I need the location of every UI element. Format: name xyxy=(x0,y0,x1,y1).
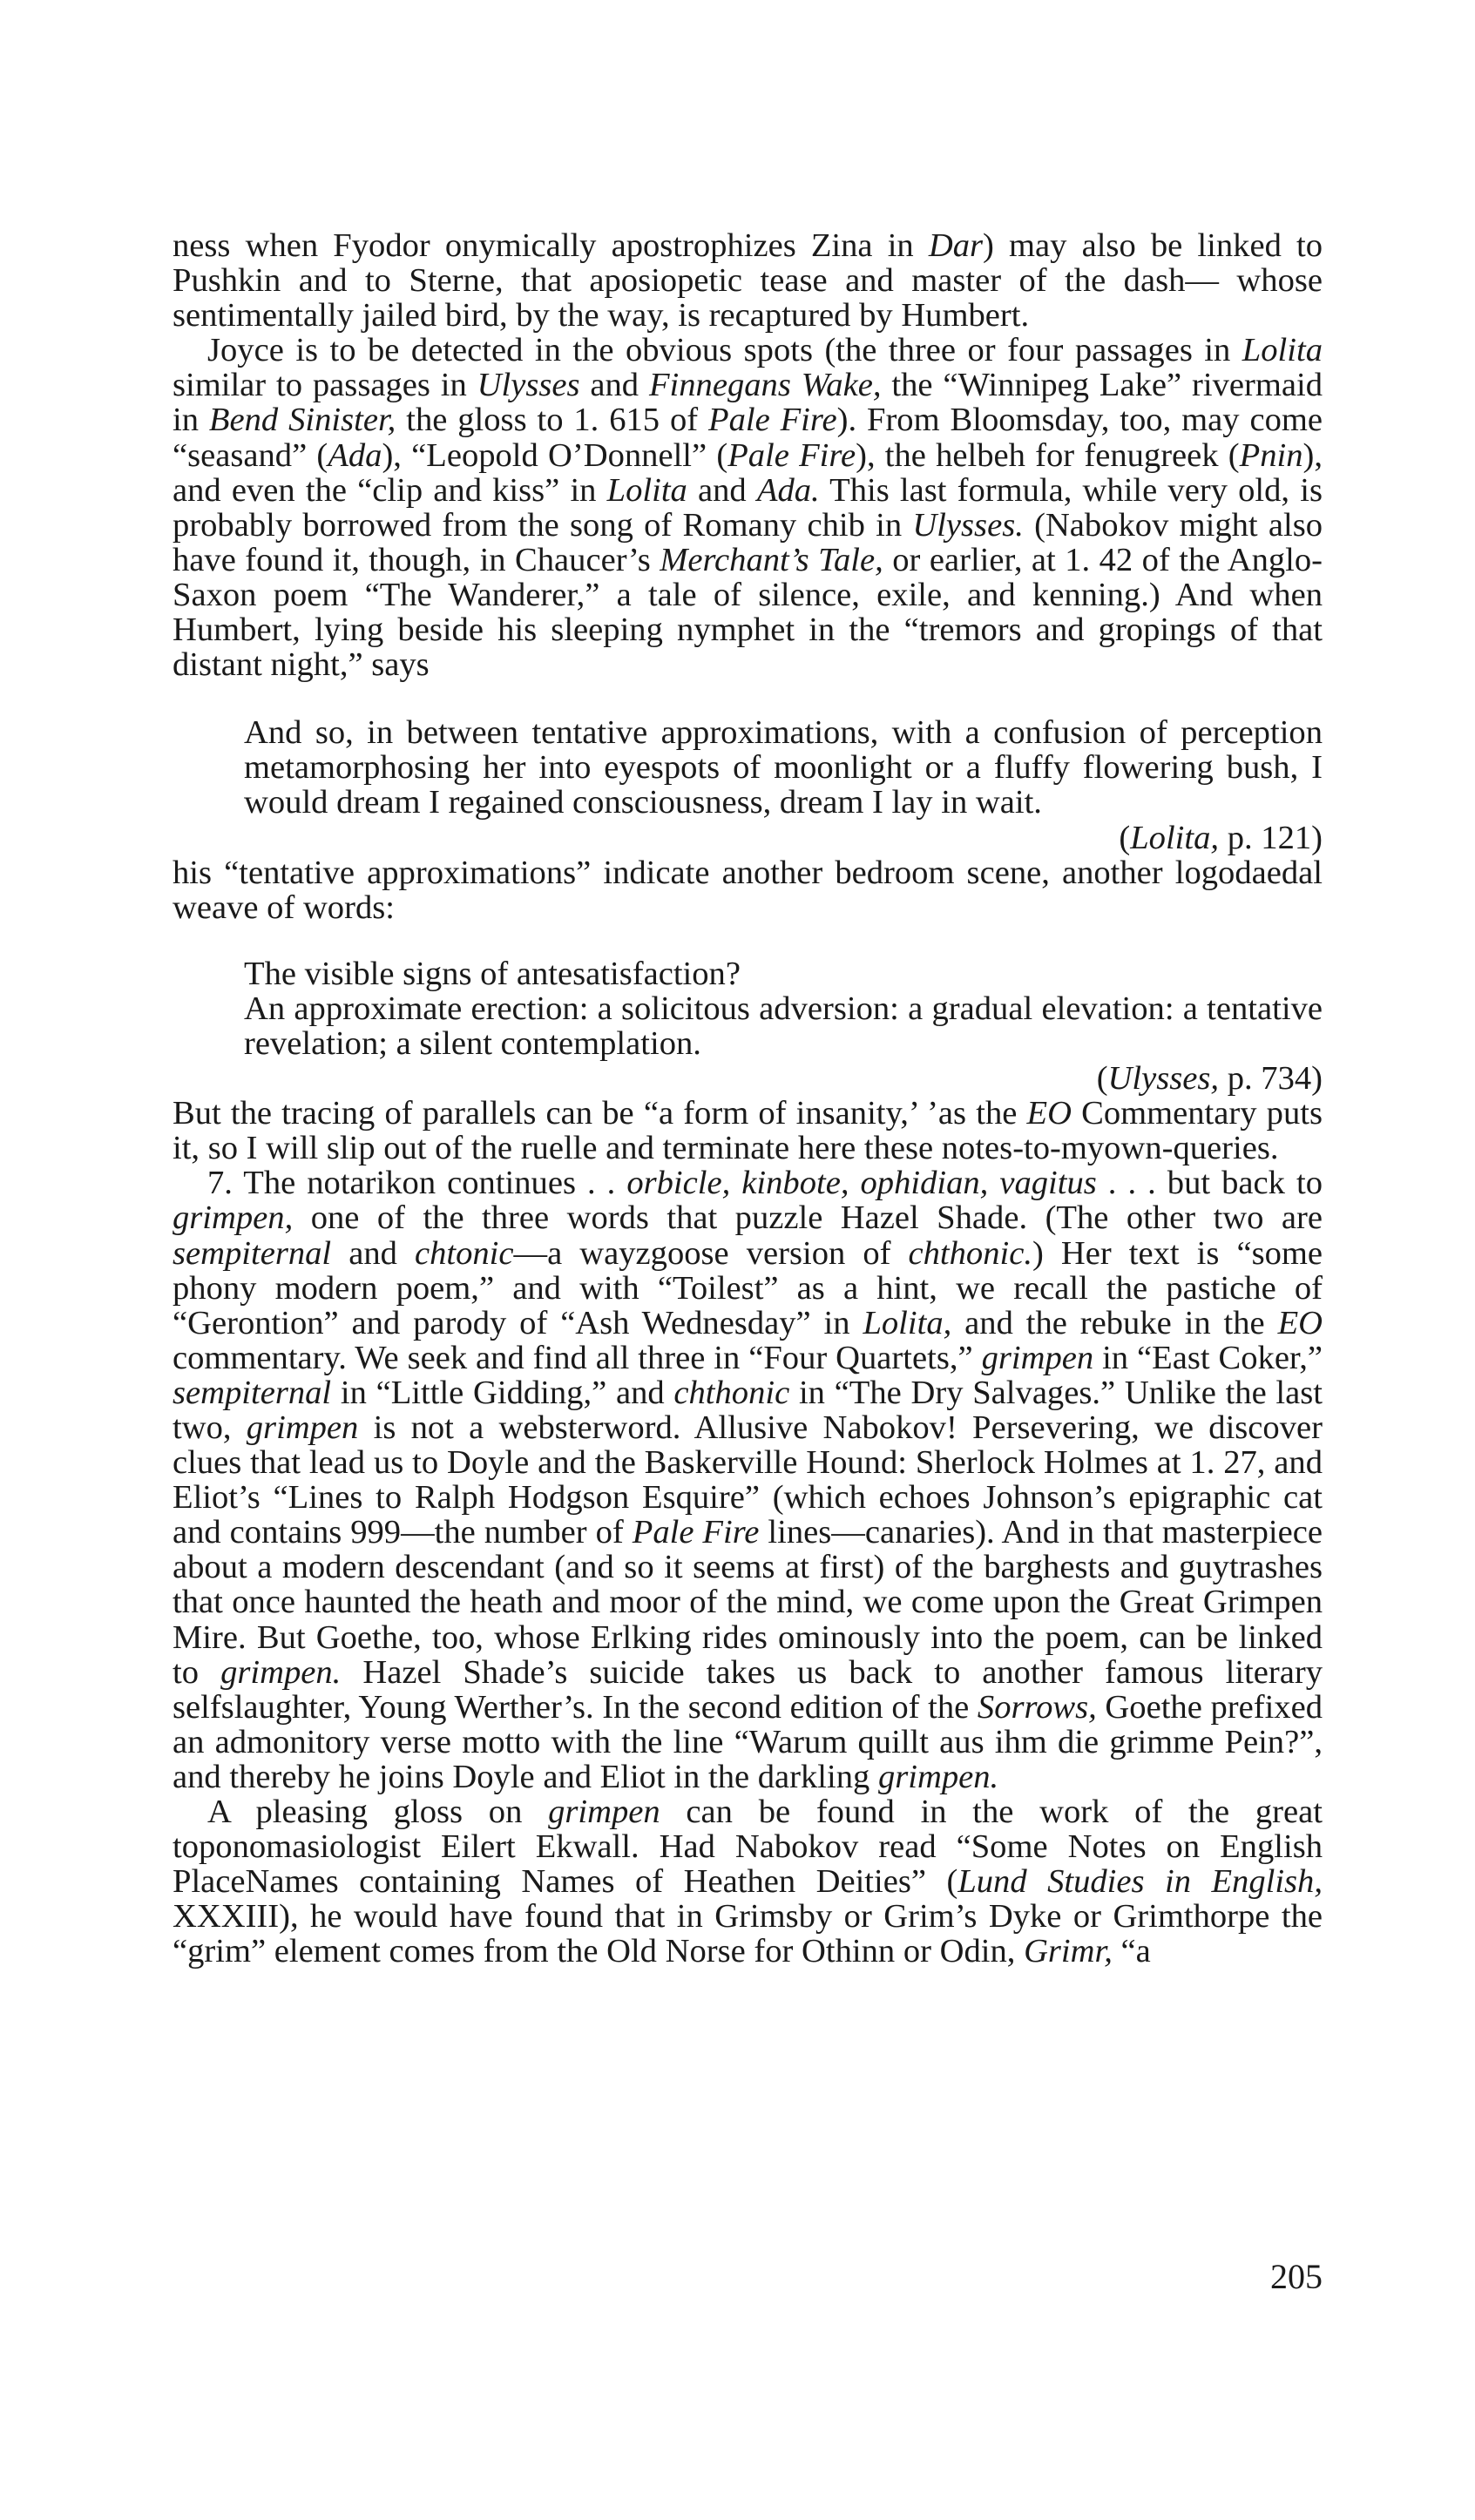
italic-run: Lolita, xyxy=(1130,819,1220,856)
quote-line: The visible signs of antesatisfaction? xyxy=(244,955,741,992)
italic-run: sempiternal xyxy=(173,1374,332,1411)
paragraph-joyce: Joyce is to be detected in the obvious spots (the three or four passages in Lolita similar to passages in Ulysses and Finnegans Wake, the “Winnipeg Lake” rivermaid in Bend Sinister, the gloss to 1. 615 of Pale Fire). From Bloomsday, too, may come “seasand” (Ada), “Leopold O’Donnell” (Pale Fire), the helbeh for fenugreek (Pnin), and even the “clip and kiss” in Lolita and Ada. This last formula, while very old, is probably borrowed from the song of Romany chib in Ulysses. (Nabokov might also have found it, though, in Chaucer’s Merchant’s Tale, or earlier, at 1. 42 of the Anglo-Saxon poem “The Wanderer,” a tale of silence, exile, and kenning.) And when Humbert, lying beside his sleeping nymphet in the “tremors and gropings of that distant night,” says xyxy=(173,332,1323,684)
italic-run: Ulysses, xyxy=(1107,1060,1220,1098)
italic-run: Ulysses. xyxy=(912,506,1024,544)
italic-run: chtonic xyxy=(414,1234,514,1272)
italic-run: Dar xyxy=(928,227,984,264)
paragraph-approximations: his “tentative approximations” indicate another bedroom scene, another logodaedal weave of words: xyxy=(173,854,1323,926)
italic-run: Lund Studies in English, xyxy=(957,1863,1323,1901)
italic-run: Pnin xyxy=(1239,436,1303,474)
italic-run: Pale Fire xyxy=(632,1514,760,1551)
italic-run: EO xyxy=(1026,1095,1072,1132)
italic-run: Merchant’s Tale, xyxy=(660,541,883,578)
block-quote-lolita xyxy=(244,715,1323,855)
italic-run: grimpen. xyxy=(220,1653,342,1691)
block-quote-ulysses xyxy=(244,956,1323,1096)
italic-run: Bend Sinister, xyxy=(208,402,396,439)
quote-citation: (Ulysses, p. 734) xyxy=(1096,1060,1323,1098)
italic-run: Lolita xyxy=(1242,332,1323,369)
italic-run: sempiternal xyxy=(173,1234,332,1272)
italic-run: grimpen xyxy=(548,1794,660,1831)
italic-run: orbicle, kinbote, ophidian, vagitus xyxy=(626,1165,1097,1202)
italic-run: grimpen xyxy=(246,1409,359,1446)
paragraph-continuation: ness when Fyodor onymically apostrophizes Zina in Dar) may also be linked to Pushkin and to Sterne, that aposiopetic tease and master of the dash— whose sentimentally jailed bird, by the way, is recaptured by Humbert. xyxy=(173,227,1323,334)
italic-run: Ada xyxy=(328,436,382,474)
italic-run: grimpen. xyxy=(877,1758,999,1795)
italic-run: EO xyxy=(1277,1304,1323,1341)
page-number: 205 xyxy=(1270,2257,1323,2296)
italic-run: Pale Fire xyxy=(727,436,856,474)
italic-run: chthonic. xyxy=(908,1234,1032,1272)
italic-run: Lolita xyxy=(606,471,687,509)
italic-run: Ada. xyxy=(756,471,820,509)
italic-run: Pale Fire xyxy=(708,402,837,439)
page-body xyxy=(173,228,1323,1969)
italic-run: Lolita, xyxy=(863,1304,952,1341)
quote-line: An approximate erection: a solicitous adversion: a gradual elevation: a tentative revelation; a silent contemplation. xyxy=(244,990,1323,1062)
quote-citation: (Lolita, p. 121) xyxy=(1119,819,1323,856)
italic-run: grimpen xyxy=(981,1339,1094,1376)
paragraph-notarikon: 7. The notarikon continues . . orbicle, kinbote, ophidian, vagitus . . . but back to grimpen, one of the three words that puzzle Hazel Shade. (The other two are sempiternal and chtonic—a wayzgoose version of chthonic.) Her text is “some phony modern poem,” and with “Toilest” as a hint, we recall the pastiche of “Gerontion” and parody of “Ash Wednesday” in Lolita, and the rebuke in the EO commentary. We seek and find all three in “Four Quartets,” grimpen in “East Coker,” sempiternal in “Little Gidding,” and chthonic in “The Dry Salvages.” Unlike the last two, grimpen is not a websterword. Allusive Nabokov! Persevering, we discover clues that lead us to Doyle and the Baskerville Hound: Sherlock Holmes at 1. 27, and Eliot’s “Lines to Ralph Hodgson Esquire” (which echoes Johnson’s epigraphic cat and contains 999—the number of Pale Fire lines—canaries). And in that masterpiece about a modern descendant (and so it seems at first) of the barghests and guytrashes that once haunted the heath and moor of the mind, we come upon the Great Grimpen Mire. But Goethe, too, whose Erlking rides ominously into the poem, can be linked to grimpen. Hazel Shade’s suicide takes us back to another famous literary selfslaughter, Young Werther’s. In the second edition of the Sorrows, Goethe prefixed an admonitory verse motto with the line “Warum quillt aus ihm die grimme Pein?”, and thereby he joins Doyle and Eliot in the darkling grimpen. xyxy=(173,1165,1323,1795)
italic-run: chthonic xyxy=(673,1374,790,1411)
paragraph-parallels: But the tracing of parallels can be “a form of insanity,’ ’as the EO Commentary puts it, so I will slip out of the ruelle and terminate here these notes-to-myown-queries. xyxy=(173,1095,1323,1167)
italic-run: Finnegans Wake, xyxy=(648,367,882,404)
italic-run: grimpen, xyxy=(173,1199,294,1237)
italic-run: Ulysses xyxy=(477,367,580,404)
paragraph-grimpen-gloss: A pleasing gloss on grimpen can be found in the work of the great toponomasiologist Eilert Ekwall. Had Nabokov read “Some Notes on English PlaceNames containing Names of Heathen Deities” (Lund Studies in English, XXXIII), he would have found that in Grimsby or Grim’s Dyke or Grimthorpe the “grim” element comes from the Old Norse for Othinn or Odin, Grimr, “a xyxy=(173,1794,1323,1970)
quote-text: And so, in between tentative approximations, with a confusion of perception metamorphosing her into eyespots of moonlight or a fluffy flowering bush, I would dream I regained consciousness, dream I lay in wait. xyxy=(244,714,1323,821)
italic-run: Grimr, xyxy=(1024,1933,1113,1970)
italic-run: Sorrows, xyxy=(977,1688,1097,1726)
